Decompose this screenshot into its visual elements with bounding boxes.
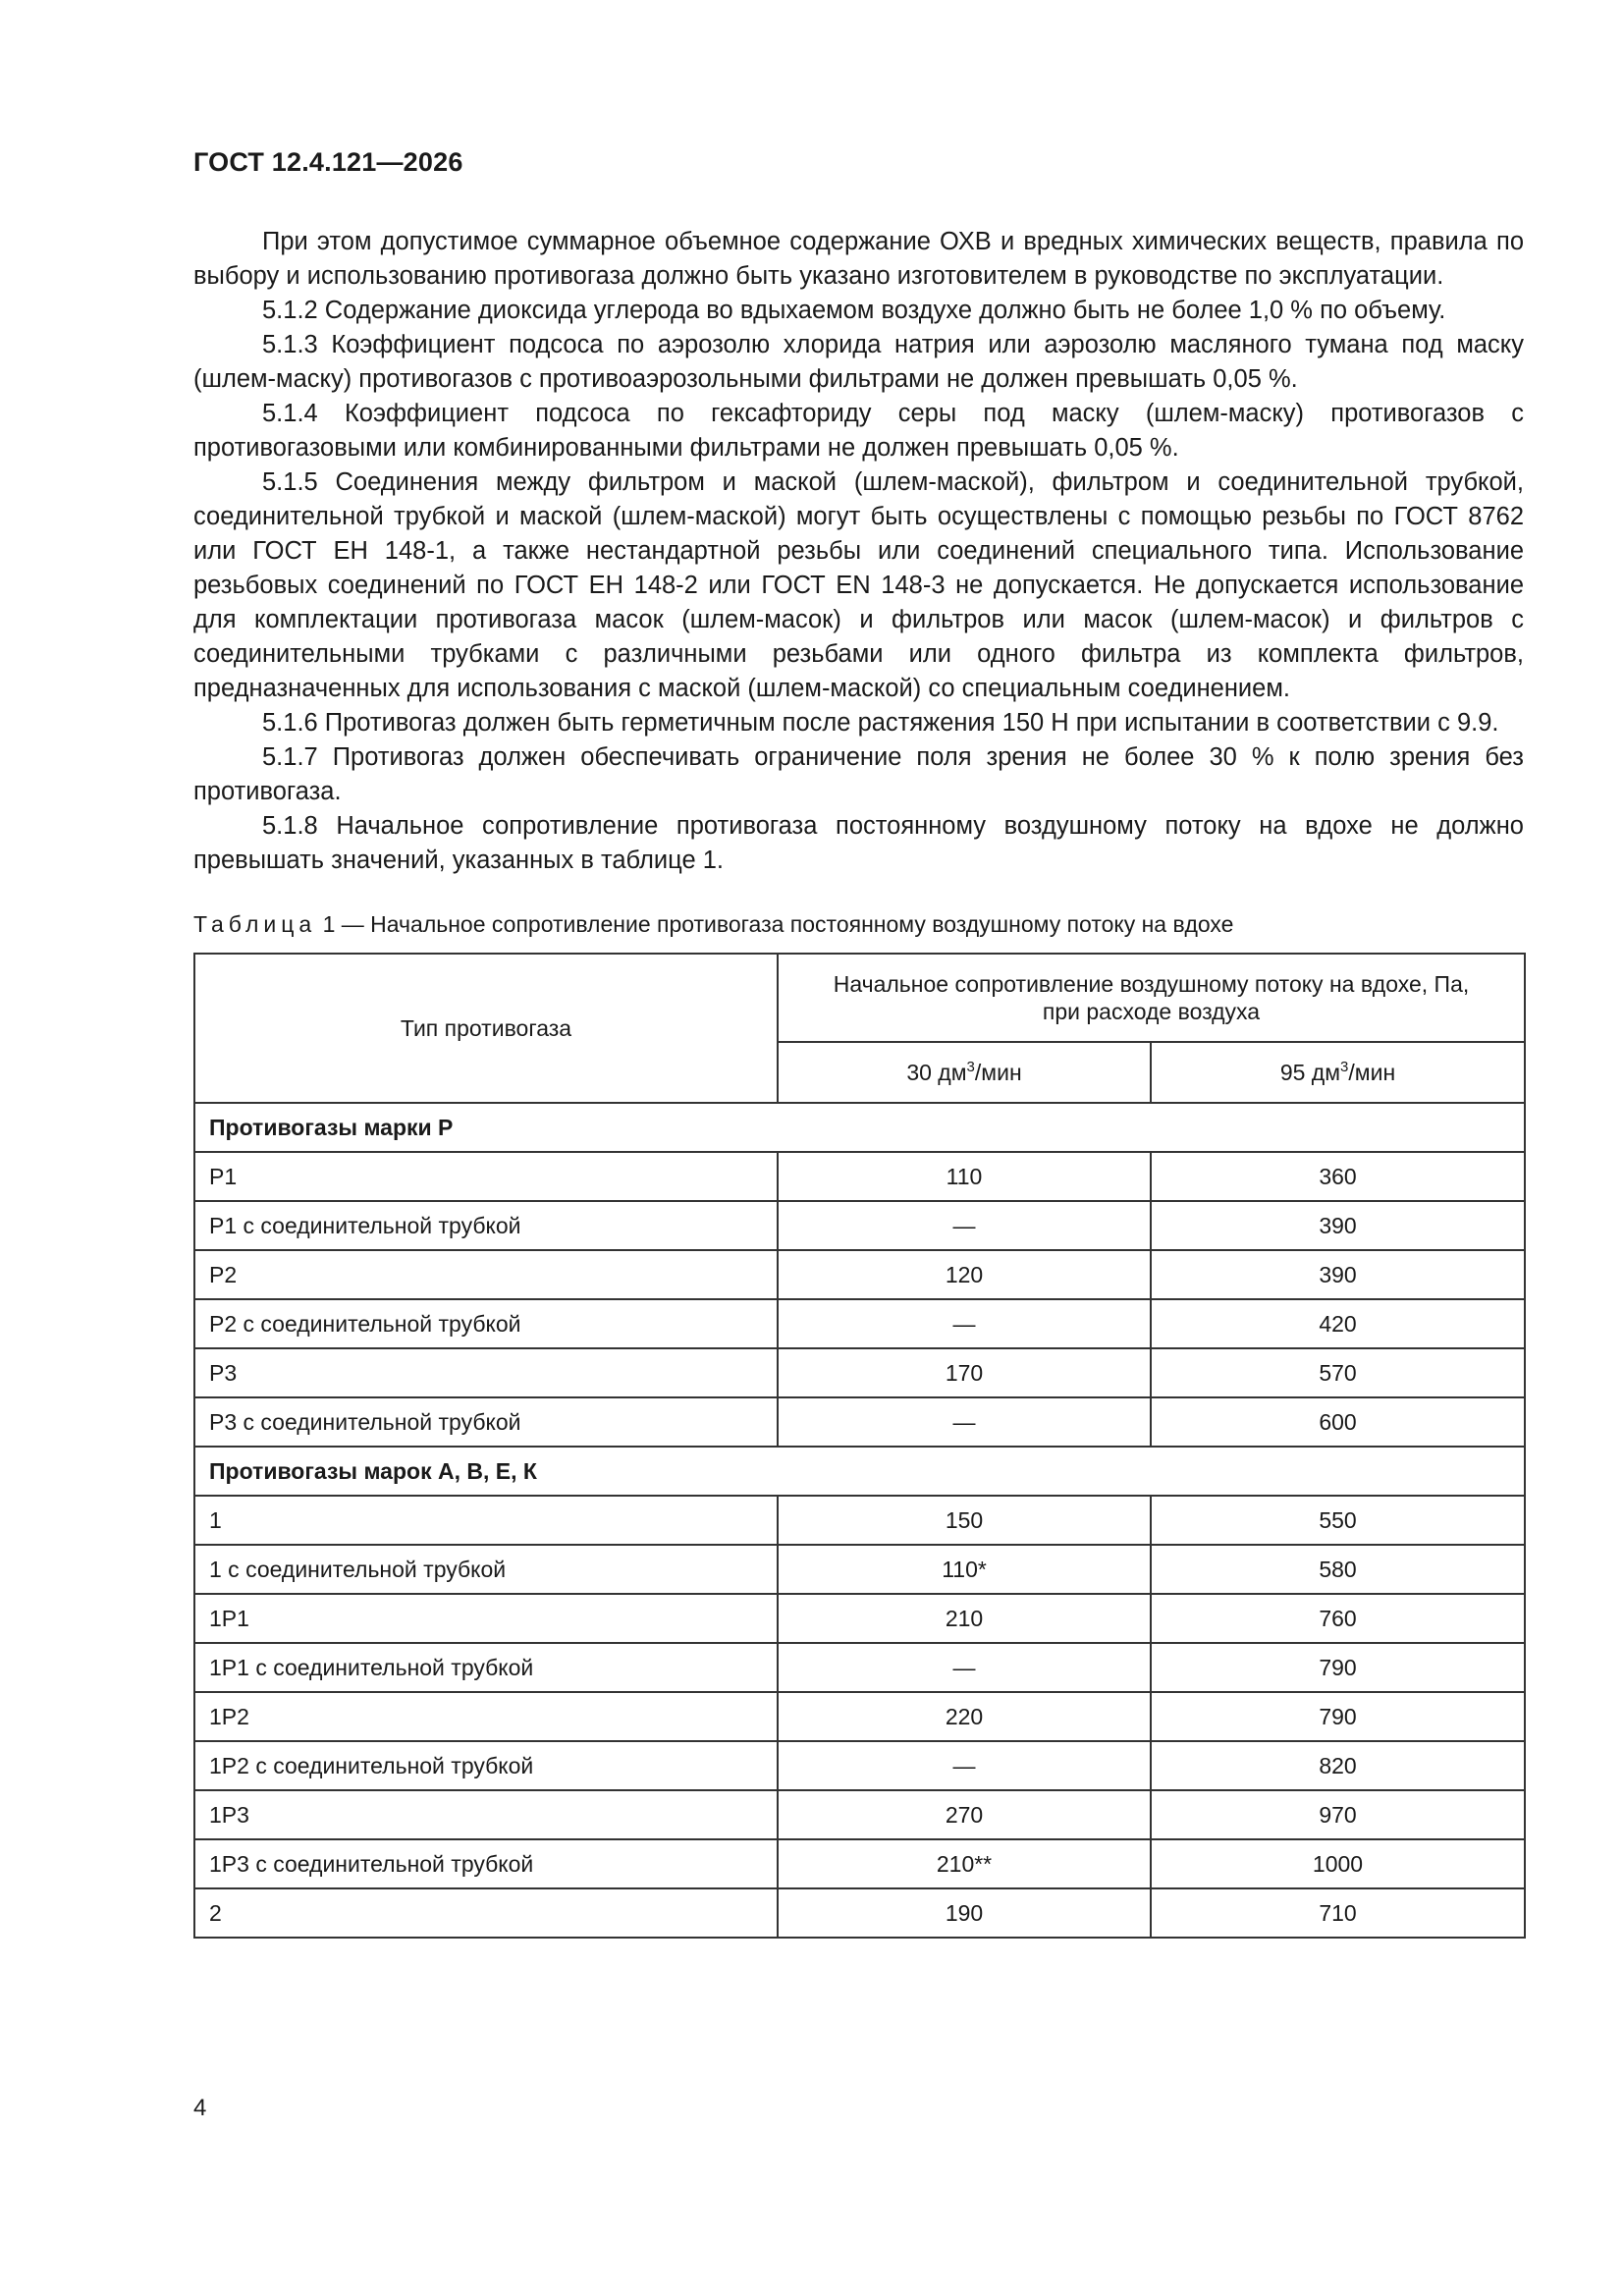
table-row [194,1594,1525,1643]
table-header-row [194,954,1525,1042]
header-95-unit: /мин [1348,1060,1396,1085]
cell-type: Р1 [194,1152,778,1201]
cell-95: 570 [1151,1348,1525,1397]
cell-type: 1Р3 с соединительной трубкой [194,1839,778,1888]
table-row [194,1397,1525,1447]
document-code: ГОСТ 12.4.121—2026 [193,147,463,177]
cell-95: 600 [1151,1397,1525,1447]
cell-95: 820 [1151,1741,1525,1790]
group-label: Противогазы марок А, В, Е, К [194,1447,1525,1496]
table-row [194,1643,1525,1692]
header-resistance-title: Начальное сопротивление воздушному потоку на вдохе, Па, [833,971,1470,997]
cell-type: 1Р2 [194,1692,778,1741]
cell-30: 190 [778,1888,1151,1938]
cell-95: 580 [1151,1545,1525,1594]
resistance-table [193,953,1526,1939]
cell-type: 1Р3 [194,1790,778,1839]
group-label: Противогазы марки Р [194,1103,1525,1152]
cell-type: Р1 с соединительной трубкой [194,1201,778,1250]
table-row [194,1201,1525,1250]
cell-30: 210** [778,1839,1151,1888]
cell-95: 760 [1151,1594,1525,1643]
cell-30: 120 [778,1250,1151,1299]
cell-95: 360 [1151,1152,1525,1201]
cell-95: 790 [1151,1692,1525,1741]
paragraph-intro: При этом допустимое суммарное объемное содержание ОХВ и вредных химических веществ, правила по выбору и использованию противогаза должно быть указано изготовителем в руководстве по эксплуатации. [193,228,1524,290]
page-number: 4 [193,2095,207,2121]
paragraph-5-1-4: 5.1.4 Коэффициент подсоса по гексафториду серы под маску (шлем-маску) противогазов с противогазовыми или комбинированными фильтрами не должен превышать 0,05 %. [193,400,1524,462]
cell-type: 1 с соединительной трубкой [194,1545,778,1594]
header-resistance-subtitle: при расходе воздуха [1042,999,1261,1024]
cell-30: 270 [778,1790,1151,1839]
table-row [194,1790,1525,1839]
cell-type: 1Р1 с соединительной трубкой [194,1643,778,1692]
cell-30: — [778,1643,1151,1692]
table-row [194,1299,1525,1348]
cell-30: — [778,1299,1151,1348]
table-caption-text: 1 — Начальное сопротивление противогаза постоянному воздушному потоку на вдохе [316,911,1234,937]
group-row-abek [194,1447,1525,1496]
paragraph-5-1-6: 5.1.6 Противогаз должен быть герметичным после растяжения 150 Н при испытании в соответствии с 9.9. [262,709,1499,737]
cell-95: 550 [1151,1496,1525,1545]
header-30-label: 30 дм [906,1060,967,1085]
table-row [194,1692,1525,1741]
cell-30: — [778,1397,1151,1447]
header-resistance [778,954,1525,1042]
cell-30: 170 [778,1348,1151,1397]
table-row [194,1152,1525,1201]
cell-30: 220 [778,1692,1151,1741]
header-type: Тип противогаза [194,954,778,1103]
cell-type: 1Р1 [194,1594,778,1643]
table-caption-word: Таблица [193,911,317,937]
cell-30: 110* [778,1545,1151,1594]
paragraph-5-1-3: 5.1.3 Коэффициент подсоса по аэрозолю хлорида натрия или аэрозолю масляного тумана под маску (шлем-маску) противогазов с противоаэрозольными фильтрами не должен превышать 0,05 %. [193,331,1524,393]
table-row [194,1839,1525,1888]
table-row [194,1250,1525,1299]
document-page [193,147,1524,1939]
cell-95: 390 [1151,1201,1525,1250]
table-caption [193,911,1524,938]
header-95-exp: 3 [1340,1059,1349,1075]
table-row [194,1348,1525,1397]
cell-95: 790 [1151,1643,1525,1692]
cell-30: 110 [778,1152,1151,1201]
paragraph-5-1-7: 5.1.7 Противогаз должен обеспечивать ограничение поля зрения не более 30 % к полю зрения без противогаза. [193,743,1524,805]
header-95 [1151,1042,1525,1103]
cell-type: 2 [194,1888,778,1938]
table-row [194,1545,1525,1594]
cell-95: 1000 [1151,1839,1525,1888]
table-row [194,1741,1525,1790]
cell-30: 210 [778,1594,1151,1643]
header-30 [778,1042,1151,1103]
cell-type: Р3 с соединительной трубкой [194,1397,778,1447]
cell-type: Р2 [194,1250,778,1299]
cell-95: 390 [1151,1250,1525,1299]
header-30-exp: 3 [966,1059,975,1075]
cell-type: 1 [194,1496,778,1545]
cell-95: 420 [1151,1299,1525,1348]
header-95-label: 95 дм [1279,1060,1341,1085]
cell-30: 150 [778,1496,1151,1545]
cell-type: Р3 [194,1348,778,1397]
cell-30: — [778,1741,1151,1790]
cell-30: — [778,1201,1151,1250]
paragraph-5-1-5: 5.1.5 Соединения между фильтром и маской (шлем-маской), фильтром и соединительной трубкой, соединительной трубкой и маской (шлем-маской) могут быть осуществлены с помощью резьбы по ГОСТ 8762 или ГОСТ ЕН 148-1, а также нестандартной резьбы или соединений специального типа. Использование резьбовых соединений по ГОСТ ЕН 148-2 или ГОСТ EN 148-3 не допускается. Не допускается использование для комплектации противогаза масок (шлем-масок) и фильтров или масок (шлем-масок) и фильтров с соединительными трубками с различными резьбами или одного фильтра из комплекта фильтров, предназначенных для использования с маской (шлем-маской) со специальным соединением. [193,468,1524,702]
table-row [194,1496,1525,1545]
group-row-p [194,1103,1525,1152]
cell-type: 1Р2 с соединительной трубкой [194,1741,778,1790]
cell-95: 710 [1151,1888,1525,1938]
table-row [194,1888,1525,1938]
paragraph-5-1-2: 5.1.2 Содержание диоксида углерода во вдыхаемом воздухе должно быть не более 1,0 % по объему. [262,297,1446,324]
cell-type: Р2 с соединительной трубкой [194,1299,778,1348]
header-30-unit: /мин [974,1060,1022,1085]
cell-95: 970 [1151,1790,1525,1839]
paragraph-5-1-8: 5.1.8 Начальное сопротивление противогаза постоянному воздушному потоку на вдохе не должно превышать значений, указанных в таблице 1. [193,812,1524,874]
